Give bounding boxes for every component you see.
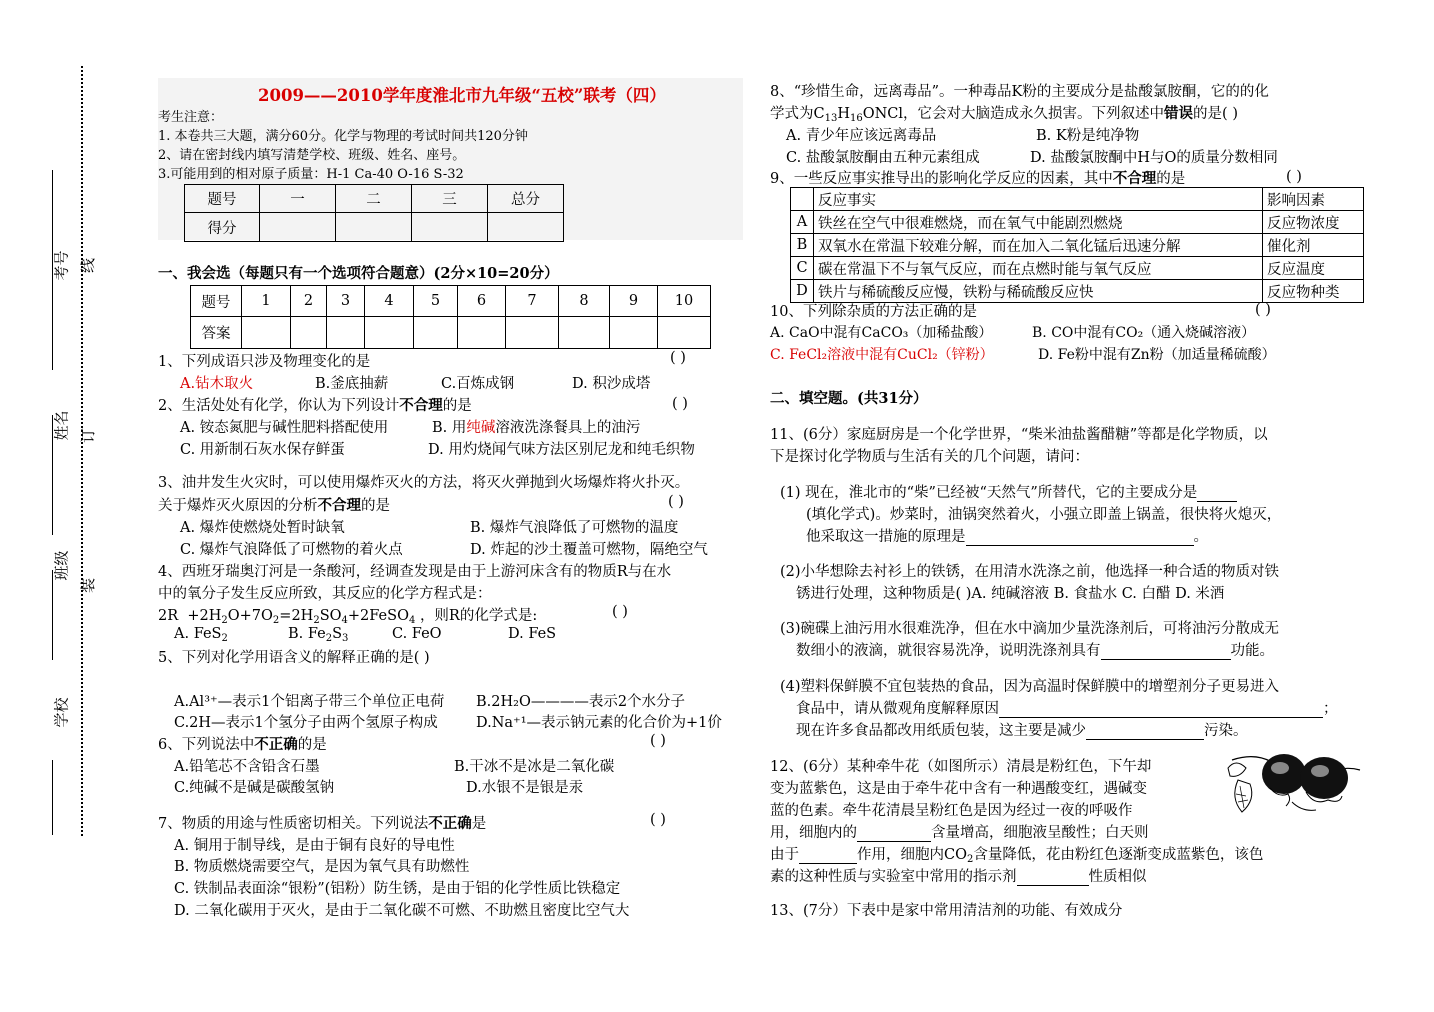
- q10-stem: 10、下列除杂质的方法正确的是: [770, 304, 977, 320]
- q3-option-d: D. 炸起的沙土覆盖可燃物，隔绝空气: [470, 542, 708, 558]
- q12-line3: 蓝的色素。牵牛花清晨呈粉红色是因为经过一夜的呼吸作: [770, 803, 1133, 819]
- score-header-cell: 二: [336, 185, 412, 213]
- q13-stem: 13、(7分）下表中是家中常用清洁剂的功能、有效成分: [770, 903, 1123, 919]
- score-cell[interactable]: [336, 213, 412, 242]
- q8-option-c: C. 盐酸氯胺酮由五种元素组成: [786, 150, 980, 166]
- q9-row-letter: A: [791, 211, 814, 234]
- q12-line1: 12、(6分）某种牵牛花（如图所示）清晨是粉红色，下午却: [770, 759, 1152, 775]
- q7-option-d: D. 二氧化碳用于灭火，是由于二氧化碳不可燃、不助燃且密度比空气大: [174, 903, 630, 919]
- answer-row-label: 答案: [191, 317, 242, 349]
- q8-option-a: A. 青少年应该远离毒品: [786, 128, 937, 144]
- score-header-cell: 一: [260, 185, 336, 213]
- q10-option-d: D. Fe粉中混有Zn粉（加适量稀硫酸）: [1038, 347, 1276, 363]
- q11-part3-line1: (3)碗碟上油污用水很难洗净，但在水中滴加少量洗涤剂后，可将油污分散成无: [780, 621, 1280, 637]
- q11-part2-line2: 锈进行处理，这种物质是( )A. 纯碱溶液 B. 食盐水 C. 白醋 D. 米酒: [796, 586, 1225, 602]
- score-header-cell: 总分: [488, 185, 564, 213]
- q6-option-c: C.纯碱不是碱是碳酸氢钠: [174, 780, 335, 796]
- q1-option-c: C.百炼成钢: [441, 376, 515, 392]
- q9-header-cell: 影响因素: [1263, 188, 1364, 211]
- q11-part4-line3: 现在许多食品都改用纸质包装，这主要是减少 污染。: [796, 723, 1248, 739]
- q11-part1-line3: 他采取这一措施的原理是 。: [806, 529, 1208, 545]
- q9-row-letter: D: [791, 280, 814, 303]
- q12-blank-2[interactable]: [799, 847, 857, 864]
- q8-option-b: B. K粉是纯净物: [1036, 128, 1140, 144]
- label-ding: 订: [79, 427, 98, 444]
- label-line: 线: [79, 257, 98, 274]
- q4-option-a: A. FeS$_2$: [174, 626, 228, 644]
- q9-row-fact: 铁片与稀硫酸反应慢，铁粉与稀硫酸反应快: [814, 280, 1263, 303]
- q10-option-b: B. CO中混有CO₂（通入烧碱溶液）: [1032, 325, 1256, 341]
- q12-blank-1[interactable]: [857, 825, 931, 842]
- label-class: 班级: [52, 550, 71, 581]
- answer-cell[interactable]: [414, 317, 458, 349]
- q10-answer-paren[interactable]: ( ): [1255, 302, 1271, 318]
- q3-option-c: C. 爆炸气浪降低了可燃物的着火点: [180, 542, 403, 558]
- q7-option-b: B. 物质燃烧需要空气，是因为氧气具有助燃性: [174, 859, 470, 875]
- q10-option-a: A. CaO中混有CaCO₃（加稀盐酸）: [770, 325, 993, 341]
- q11-blank-1[interactable]: [1197, 485, 1237, 502]
- answer-header-cell: 2: [291, 286, 327, 317]
- q9-row-fact: 铁丝在空气中很难燃烧，而在氧气中能剧烈燃烧: [814, 211, 1263, 234]
- q4-answer-paren[interactable]: ( ): [612, 604, 628, 620]
- q11-blank-3[interactable]: [1101, 643, 1231, 660]
- answer-cell[interactable]: [658, 317, 711, 349]
- q12-line4: 用，细胞内的 含量增高，细胞液呈酸性；白天则: [770, 825, 1149, 841]
- q4-stem-line2: 中的氧分子发生反应所致，其反应的化学方程式是：: [158, 586, 492, 602]
- q8-stem-line1: 8、“珍惜生命，远离毒品”。一种毒品K粉的主要成分是盐酸氯胺酮，它的的化: [770, 84, 1269, 100]
- q3-answer-paren[interactable]: ( ): [668, 494, 684, 510]
- score-header-cell: 题号: [185, 185, 260, 213]
- q9-stem: 9、一些反应事实推导出的影响化学反应的因素，其中不合理的是: [770, 170, 1186, 187]
- q11-part4-line1: (4)塑料保鲜膜不宜包装热的食品，因为高温时保鲜膜中的增塑剂分子更易进入: [780, 679, 1280, 695]
- q1-option-b: B.釜底抽薪: [315, 376, 389, 392]
- q6-answer-paren[interactable]: ( ): [650, 733, 666, 749]
- q3-option-a: A. 爆炸使燃烧处暂时缺氧: [180, 520, 345, 536]
- q4-option-c: C. FeO: [392, 626, 442, 642]
- answer-cell[interactable]: [327, 317, 365, 349]
- q5-option-b: B.2H₂O————表示2个水分子: [476, 694, 686, 710]
- answer-cell[interactable]: [242, 317, 291, 349]
- score-row-label: 得分: [185, 213, 260, 242]
- q1-stem: 1、下列成语只涉及物理变化的是: [158, 354, 371, 370]
- answer-header-cell: 5: [414, 286, 458, 317]
- score-table: [184, 184, 564, 242]
- answer-cell[interactable]: [506, 317, 559, 349]
- q3-option-b: B. 爆炸气浪降低了可燃物的温度: [470, 520, 679, 536]
- q12-blank-3[interactable]: [1017, 869, 1089, 886]
- answer-cell[interactable]: [559, 317, 610, 349]
- q6-stem: 6、下列说法中不正确的是: [158, 736, 327, 753]
- q1-option-d: D. 积沙成塔: [572, 376, 651, 392]
- answer-cell[interactable]: [291, 317, 327, 349]
- section1-title: 一、我会选（每题只有一个选项符合题意）(2分×10=20分）: [158, 265, 559, 282]
- q11-stem-line2: 下是探讨化学物质与生活有关的几个问题，请问：: [770, 449, 1089, 465]
- q11-part4-line2: 食品中，请从微观角度解释原因 ；: [796, 701, 1338, 717]
- q11-part2-line1: (2)小华想除去衬衫上的铁锈，在用清水洗涤之前，他选择一种合适的物质对铁: [780, 564, 1280, 580]
- q2-option-d: D. 用灼烧闻气味方法区别尼龙和纯毛织物: [428, 442, 695, 458]
- q4-option-d: D. FeS: [508, 626, 557, 642]
- q10-option-c: C. FeCl₂溶液中混有CuCl₂（锌粉）: [770, 347, 994, 363]
- q3-stem-line1: 3、油井发生火灾时，可以使用爆炸灭火的方法，将灭火弹抛到火场爆炸将火扑灭。: [158, 475, 690, 491]
- q9-table: [790, 187, 1364, 303]
- q4-equation: $2R +2H_2O+7O_2=2H_2SO_4+2FeSO_4$ ，则R的化学式是:: [158, 608, 538, 626]
- table-row: [791, 234, 1364, 257]
- q5-option-d: D.Na⁺¹—表示钠元素的化合价为+1价: [476, 715, 722, 731]
- answer-header-cell: 8: [559, 286, 610, 317]
- q2-answer-paren[interactable]: ( ): [672, 396, 688, 412]
- q9-row-factor: 催化剂: [1263, 234, 1364, 257]
- q11-part1-line1: (1) 现在，淮北市的“柴”已经被“天然气”所替代，它的主要成分是: [780, 481, 1237, 502]
- q5-option-a: A.Al³⁺—表示1个铝离子带三个单位正电荷: [174, 694, 445, 710]
- q6-option-a: A.铅笔芯不含铅含石墨: [174, 759, 320, 775]
- label-school: 学校: [52, 697, 71, 728]
- q7-option-c: C. 铁制品表面涂“银粉”(铝粉）防生锈，是由于铝的化学性质比铁稳定: [174, 881, 621, 897]
- q7-stem: 7、物质的用途与性质密切相关。下列说法不正确是: [158, 815, 487, 832]
- answer-cell[interactable]: [610, 317, 658, 349]
- table-row: [791, 211, 1364, 234]
- q2-option-b: B. 用纯碱溶液洗涤餐具上的油污: [432, 420, 641, 436]
- morning-glory-flower-icon: [1222, 740, 1362, 820]
- q2-option-a: A. 铵态氮肥与碱性肥料搭配使用: [180, 420, 389, 436]
- q11-stem-line1: 11、(6分）家庭厨房是一个化学世界，“柴米油盐酱醋糖”等都是化学物质，以: [770, 427, 1268, 443]
- q3-stem-line2: 关于爆炸灭火原因的分析不合理的是: [158, 497, 390, 514]
- q12-line5: 由于 作用，细胞内$CO_2$含量降低，花由粉红色逐渐变成蓝紫色，该色: [770, 847, 1264, 865]
- q9-row-letter: B: [791, 234, 814, 257]
- q7-option-a: A. 铜用于制导线，是由于铜有良好的导电性: [174, 838, 455, 854]
- answer-header-cell: 9: [610, 286, 658, 317]
- q9-header-cell: 反应事实: [814, 188, 1263, 211]
- q9-answer-paren[interactable]: ( ): [1286, 169, 1302, 185]
- q9-row-factor: 反应温度: [1263, 257, 1364, 280]
- q2-stem: 2、生活处处有化学，你认为下列设计不合理的是: [158, 397, 472, 414]
- score-header-cell: 三: [412, 185, 488, 213]
- q2-option-c: C. 用新制石灰水保存鲜蛋: [180, 442, 345, 458]
- label-name: 姓名: [52, 410, 71, 441]
- answer-header-cell: 7: [506, 286, 559, 317]
- score-cell[interactable]: [488, 213, 564, 242]
- label-zhuang: 装: [79, 577, 98, 594]
- answer-header-cell: 题号: [191, 286, 242, 317]
- q11-blank-5[interactable]: [1086, 723, 1204, 740]
- q6-option-d: D.水银不是银是汞: [466, 780, 584, 796]
- q9-row-factor: 反应物种类: [1263, 280, 1364, 303]
- q5-stem: 5、下列对化学用语含义的解释正确的是( ): [158, 650, 430, 666]
- q1-option-a: A.钻木取火: [180, 376, 254, 392]
- q9-row-fact: 碳在常温下不与氧气反应，而在点燃时能与氧气反应: [814, 257, 1263, 280]
- q6-option-b: B.干冰不是冰是二氧化碳: [454, 759, 615, 775]
- class-blank[interactable]: [52, 570, 54, 660]
- q11-part1-line2: (填化学式)。炒菜时，油锅突然着火，小强立即盖上锅盖，很快将火熄灭，: [806, 507, 1282, 523]
- q9-row-fact: 双氧水在常温下较难分解，而在加入二氧化锰后迅速分解: [814, 234, 1263, 257]
- notice-3: 3.可能用到的相对原子质量：H-1 Ca-40 O-16 S-32: [158, 167, 464, 182]
- seal-dotted-line: [81, 66, 83, 836]
- answer-cell[interactable]: [458, 317, 506, 349]
- q8-option-d: D. 盐酸氯胺酮中H与O的质量分数相同: [1030, 150, 1278, 166]
- answer-header-cell: 1: [242, 286, 291, 317]
- page-title: 2009——2010学年度淮北市九年级“五校”联考（四）: [258, 86, 666, 105]
- section2-title: 二、填空题。(共31分）: [770, 390, 928, 407]
- answer-header-cell: 10: [658, 286, 711, 317]
- q11-blank-2[interactable]: [966, 529, 1194, 546]
- answer-table: [190, 285, 711, 349]
- q4-option-b: B. $Fe_2S_3$: [288, 626, 349, 644]
- q12-line2: 变为蓝紫色，这是由于牵牛花中含有一种遇酸变红，遇碱变: [770, 781, 1147, 797]
- score-cell[interactable]: [260, 213, 336, 242]
- answer-header-cell: 6: [458, 286, 506, 317]
- school-blank[interactable]: [52, 760, 54, 835]
- answer-cell[interactable]: [365, 317, 414, 349]
- table-row: [791, 257, 1364, 280]
- q11-blank-4[interactable]: [999, 701, 1323, 718]
- notice-2: 2、请在密封线内填写清楚学校、班级、姓名、座号。: [158, 148, 466, 163]
- notice-title: 考生注意：: [158, 110, 224, 125]
- q8-stem-line2: 学式为$C_{13}H_{16}ONCl$，它会对大脑造成永久损害。下列叙述中错误的是( ): [770, 105, 1238, 124]
- label-exam-no: 考号: [52, 250, 71, 281]
- answer-header-cell: 4: [365, 286, 414, 317]
- q4-stem-line1: 4、西班牙瑞奥汀河是一条酸河，经调查发现是由于上游河床含有的物质R与在水: [158, 564, 672, 580]
- q11-part3-line2: 数细小的液滴，就很容易洗净，说明洗涤剂具有 功能。: [796, 643, 1274, 659]
- q9-row-letter: C: [791, 257, 814, 280]
- q7-answer-paren[interactable]: ( ): [650, 812, 666, 828]
- q1-answer-paren[interactable]: ( ): [670, 350, 686, 366]
- answer-header-cell: 3: [327, 286, 365, 317]
- q5-option-c: C.2H—表示1个氢分子由两个氢原子构成: [174, 715, 438, 731]
- q12-line6: 素的这种性质与实验室中常用的指示剂 性质相似: [770, 869, 1147, 885]
- score-cell[interactable]: [412, 213, 488, 242]
- q9-header-cell: [791, 188, 814, 211]
- notice-1: 1. 本卷共三大题，满分60分。化学与物理的考试时间共120分钟: [158, 129, 528, 144]
- q9-row-factor: 反应物浓度: [1263, 211, 1364, 234]
